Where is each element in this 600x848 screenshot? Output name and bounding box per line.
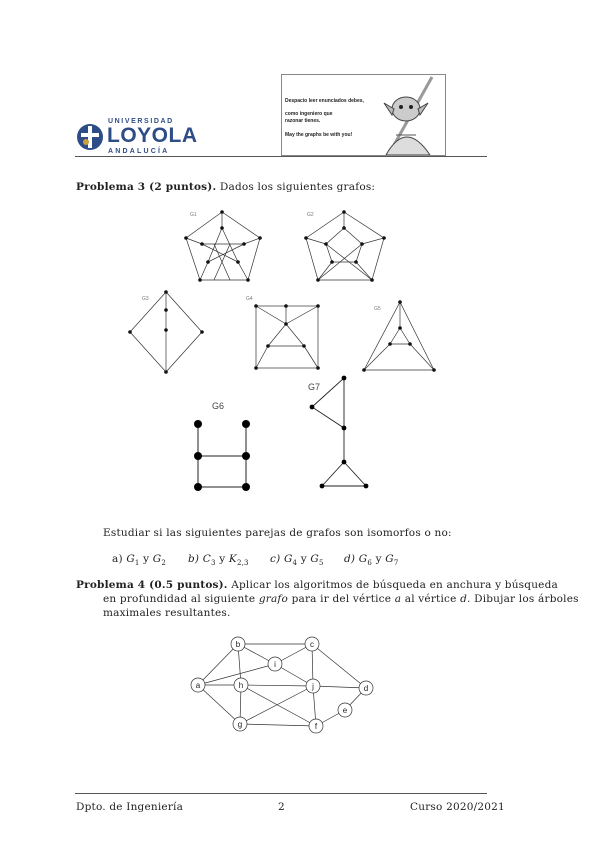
vertex-g: g <box>237 720 243 729</box>
g1-vertices <box>184 210 262 282</box>
header-rule <box>75 156 487 157</box>
banner-line-1: Despacio leer enunciados debes, <box>285 98 364 104</box>
vertex-b: b <box>235 640 241 649</box>
footer-page: 2 <box>278 801 285 813</box>
footer-right: Curso 2020/2021 <box>410 801 505 813</box>
vertex-f: f <box>314 722 318 731</box>
problem4-line2: en profundidad al siguiente grafo para ir del vértice a al vértice d. Dibujar los árboles <box>103 593 579 605</box>
graph-g3 <box>130 292 202 372</box>
graph-g6 <box>198 424 246 487</box>
vertex-i: i <box>274 660 276 669</box>
problem4-block <box>76 578 579 620</box>
vertex-a: a <box>195 681 201 690</box>
university-logo <box>76 118 198 158</box>
yoda-illustration-icon <box>364 75 444 155</box>
graphs-figure <box>0 200 600 520</box>
g7-label: G7 <box>308 382 321 392</box>
logo-line2: LOYOLA <box>107 124 198 147</box>
logo-line3: ANDALUCÍA <box>108 148 170 155</box>
g2-label: G2 <box>307 212 314 218</box>
pair-b: b) $C_3$ y $K_{2,3}$ <box>188 553 249 568</box>
problem4-graph <box>0 630 600 740</box>
problem3-title <box>76 180 375 194</box>
g1-label: G1 <box>190 212 197 218</box>
problem3-heading: Problema 3 (2 puntos). <box>76 181 217 193</box>
problem3-question: Estudiar si las siguientes parejas de grafos son isomorfos o no: <box>103 527 452 539</box>
graph-g4 <box>256 306 318 368</box>
footer-rule <box>75 793 487 794</box>
pair-c: c) $G_4$ y $G_5$ <box>270 553 324 568</box>
graph-g5 <box>364 302 434 370</box>
logo-line1: UNIVERSIDAD <box>108 118 174 125</box>
graph-g7 <box>312 378 366 486</box>
g7-vertices <box>310 376 369 489</box>
graph-g1 <box>186 212 260 280</box>
header-banner <box>281 74 446 156</box>
g6-label: G6 <box>212 401 225 411</box>
vertex-e: e <box>342 706 348 715</box>
problem4-heading: Problema 4 (0.5 puntos). <box>76 579 228 591</box>
pair-d: d) $G_6$ y $G_7$ <box>344 553 399 568</box>
problem4-line3: maximales resultantes. <box>103 607 231 619</box>
vertex-c: c <box>310 640 314 649</box>
banner-line-2: como ingeniero que razonar tienes. <box>285 111 333 124</box>
banner-line-3: May the graphs be with you! <box>285 132 353 138</box>
footer-left: Dpto. de Ingeniería <box>76 801 184 813</box>
vertex-h: h <box>238 681 244 690</box>
g2-vertices <box>304 210 386 282</box>
pair-a: a) $G_1$ y $G_2$ <box>112 553 167 568</box>
g4-label: G4 <box>246 296 253 302</box>
g3-label: G3 <box>142 296 149 302</box>
vertex-d: d <box>363 684 369 693</box>
problem3-intro: Dados los siguientes grafos: <box>219 181 376 193</box>
graph-g2 <box>306 212 384 280</box>
problem4-line1 <box>76 578 558 592</box>
vertex-j: j <box>312 682 314 691</box>
g5-label: G5 <box>374 306 381 312</box>
problem4-text-a: Aplicar los algoritmos de búsqueda en anchura y búsqueda <box>231 579 558 591</box>
g4-vertices <box>254 304 320 370</box>
